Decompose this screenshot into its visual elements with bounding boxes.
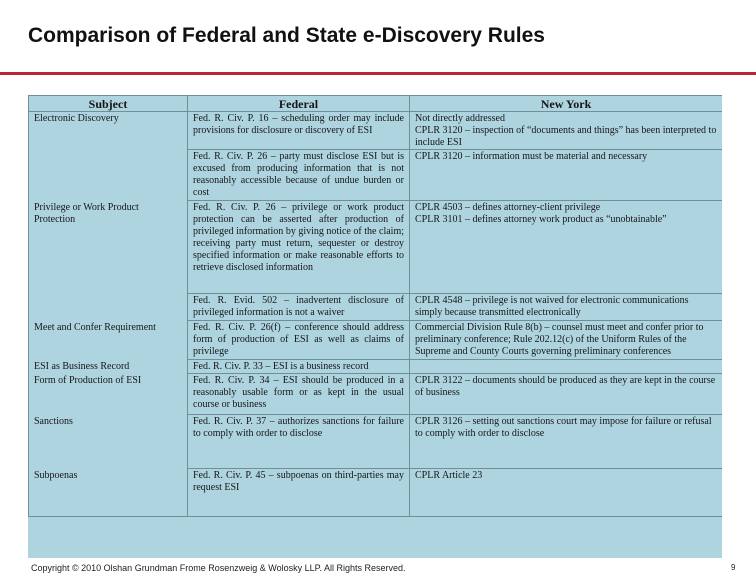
cell-subject: Form of Production of ESI bbox=[29, 374, 188, 415]
comparison-table bbox=[28, 95, 722, 517]
header-federal: Federal bbox=[188, 96, 410, 112]
cell-federal: Fed. R. Civ. P. 26(f) – conference should address form of production of ESI as well as claims of privilege bbox=[188, 321, 410, 360]
cell-subject: ESI as Business Record bbox=[29, 360, 188, 374]
cell-state: CPLR Article 23 bbox=[410, 469, 723, 517]
cell-state: Not directly addressed CPLR 3120 – inspection of “documents and things” has been interpreted to include ESI bbox=[410, 112, 723, 150]
cell-subject: Sanctions bbox=[29, 415, 188, 469]
cell-state: CPLR 3122 – documents should be produced as they are kept in the course of business bbox=[410, 374, 723, 415]
cell-state: Commercial Division Rule 8(b) – counsel must meet and confer prior to preliminary conference; Rule 202.12(c) of the Uniform Rules of the Supreme and County Courts governing preliminary conferences bbox=[410, 321, 723, 360]
cell-state: CPLR 3126 – setting out sanctions court may impose for failure or refusal to comply with order to disclose bbox=[410, 415, 723, 469]
cell-state: CPLR 4503 – defines attorney-client privilege CPLR 3101 – defines attorney work product as “unobtainable” bbox=[410, 201, 723, 294]
table-row bbox=[29, 294, 723, 321]
cell-federal: Fed. R. Civ. P. 33 – ESI is a business record bbox=[188, 360, 410, 374]
cell-state bbox=[410, 360, 723, 374]
cell-federal: Fed. R. Civ. P. 37 – authorizes sanctions for failure to comply with order to disclose bbox=[188, 415, 410, 469]
cell-federal: Fed. R. Civ. P. 45 – subpoenas on third-parties may request ESI bbox=[188, 469, 410, 517]
table-row bbox=[29, 415, 723, 469]
table-row bbox=[29, 150, 723, 201]
cell-subject: Meet and Confer Requirement bbox=[29, 321, 188, 360]
table-row bbox=[29, 360, 723, 374]
cell-federal: Fed. R. Civ. P. 26 – privilege or work product protection can be asserted after production of privileged information by giving notice of the claim; receiving party must return, sequester or destroy specified information or make reasonable efforts to retrieve disclosed information bbox=[188, 201, 410, 294]
table-row bbox=[29, 374, 723, 415]
table-row bbox=[29, 112, 723, 150]
cell-federal: Fed. R. Evid. 502 – inadvertent disclosure of privileged information is not a waiver bbox=[188, 294, 410, 321]
comparison-table-image bbox=[28, 95, 722, 558]
cell-state: CPLR 4548 – privilege is not waived for electronic communications simply because transmitted electronically bbox=[410, 294, 723, 321]
cell-state: CPLR 3120 – information must be material and necessary bbox=[410, 150, 723, 201]
cell-federal: Fed. R. Civ. P. 16 – scheduling order may include provisions for disclosure or discovery of ESI bbox=[188, 112, 410, 150]
table-row bbox=[29, 321, 723, 360]
header-subject: Subject bbox=[29, 96, 188, 112]
cell-federal: Fed. R. Civ. P. 34 – ESI should be produced in a reasonably usable form or as kept in the usual course or business bbox=[188, 374, 410, 415]
footer-copyright: Copyright © 2010 Olshan Grundman Frome Rosenzweig & Wolosky LLP. All Rights Reserved. bbox=[31, 563, 406, 573]
header-new-york: New York bbox=[410, 96, 723, 112]
cell-subject bbox=[29, 150, 188, 201]
cell-federal: Fed. R. Civ. P. 26 – party must disclose ESI but is excused from producing information that is not reasonably accessible because of undue burden or cost bbox=[188, 150, 410, 201]
table-header-row bbox=[29, 96, 723, 112]
title-divider bbox=[0, 72, 756, 75]
page-number: 9 bbox=[731, 563, 736, 572]
cell-subject: Subpoenas bbox=[29, 469, 188, 517]
cell-subject: Electronic Discovery bbox=[29, 112, 188, 150]
table-row bbox=[29, 469, 723, 517]
table-row bbox=[29, 201, 723, 294]
cell-subject bbox=[29, 294, 188, 321]
slide-title: Comparison of Federal and State e-Discovery Rules bbox=[28, 24, 545, 47]
cell-subject: Privilege or Work Product Protection bbox=[29, 201, 188, 294]
